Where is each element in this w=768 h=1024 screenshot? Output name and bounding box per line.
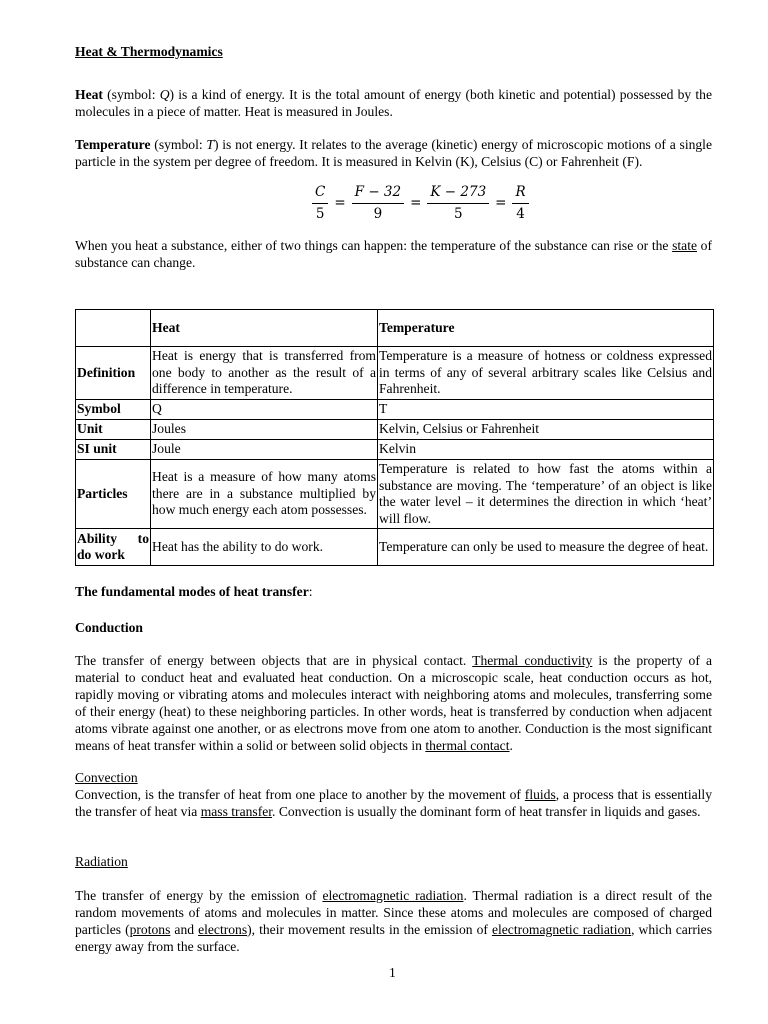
table-row: [76, 420, 714, 440]
radiation-text: and: [170, 922, 199, 937]
table-header-heat: Heat: [151, 310, 378, 347]
temperature-cell: T: [378, 400, 714, 420]
conduction-text: The transfer of energy between objects that are in physical contact.: [75, 653, 473, 668]
table-header-cell: [76, 310, 151, 347]
table-row: [76, 529, 714, 566]
table-header-row: [76, 310, 714, 347]
heat-effect-text-end: of substance can change.: [75, 238, 712, 270]
temperature-cell: Temperature is related to how fast the atoms within a substance are moving. The ‘temperature’ of an object is like the water level – it determines the direction in which ‘heat’ will flow.: [378, 460, 714, 529]
heading-colon: :: [308, 584, 313, 599]
radiation-paragraph: [75, 887, 712, 955]
heat-definition-paragraph: [75, 86, 712, 120]
row-label: Symbol: [76, 400, 151, 420]
heat-cell: Heat has the ability to do work.: [151, 529, 378, 566]
fraction-fahrenheit: [352, 184, 404, 223]
fraction-fahrenheit-numerator: F − 32: [354, 184, 402, 200]
state-link[interactable]: state: [672, 238, 698, 253]
heat-cell: Joules: [151, 420, 378, 440]
temperature-cell: Temperature can only be used to measure the degree of heat.: [378, 529, 714, 566]
fraction-kelvin-denominator: 5: [454, 206, 463, 222]
heat-cell: Heat is energy that is transferred from one body to another as the result of a difference in temperature.: [151, 347, 378, 400]
fluids-link[interactable]: fluids: [524, 787, 556, 802]
heat-effect-text: When you heat a substance, either of two things can happen: the temperature of the substance can rise or the: [75, 238, 673, 253]
temperature-cell: Kelvin, Celsius or Fahrenheit: [378, 420, 714, 440]
temperature-definition-text: ) is not energy. It relates to the average (kinetic) energy of microscopic motions of a single particle in the system per degree of freedom. It is measured in Kelvin (K), Celsius (C) or Fahrenheit (F).: [75, 137, 712, 169]
fraction-celsius-denominator: 5: [315, 206, 325, 222]
table-row: [76, 460, 714, 529]
conduction-paragraph: [75, 652, 712, 754]
equals-sign: =: [334, 195, 346, 211]
heat-definition-text: ) is a kind of energy. It is the total amount of energy (both kinetic and potential) possessed by the molecules in a piece of matter. Heat is measured in Joules.: [75, 87, 712, 119]
row-label: Particles: [76, 460, 151, 529]
fraction-fahrenheit-denominator: 9: [373, 206, 383, 222]
table-header-temperature: Temperature: [378, 310, 714, 347]
table-row: [76, 347, 714, 400]
row-label: SI unit: [76, 440, 151, 460]
radiation-text: The transfer of energy by the emission of: [75, 888, 323, 903]
fraction-celsius: [312, 184, 328, 223]
heat-symbol-open: (symbol:: [102, 87, 160, 102]
heat-cell: Heat is a measure of how many atoms there are in a substance multiplied by how much energy each atom possesses.: [151, 460, 378, 529]
convection-text-end: . Convection is usually the dominant form of heat transfer in liquids and gases.: [272, 804, 701, 819]
radiation-text: . Thermal radiation is a direct result of the random movements of atoms and molecules in matter. Since these atoms and molecules are composed of charged particles (: [75, 888, 712, 937]
electromagnetic-radiation-link-2[interactable]: electromagnetic radiation: [491, 922, 632, 937]
table-row: [76, 400, 714, 420]
convection-heading: [75, 769, 712, 786]
temperature-cell: Kelvin: [378, 440, 714, 460]
electromagnetic-radiation-link[interactable]: electromagnetic radiation: [322, 888, 464, 903]
heat-vs-temperature-table: [75, 309, 714, 566]
mass-transfer-link[interactable]: mass transfer: [200, 804, 273, 819]
convection-text: Convection, is the transfer of heat from one place to another by the movement of: [75, 787, 525, 802]
convection-heading-text: Convection: [75, 770, 138, 785]
temperature-conversion-formula: [310, 184, 531, 223]
fraction-kelvin-numerator: K − 273: [430, 184, 487, 200]
fraction-rankine-denominator: 4: [516, 206, 525, 222]
convection-text: , a process that is essentially the transfer of heat via: [75, 787, 712, 819]
radiation-text: ), their movement results in the emission of: [247, 922, 492, 937]
conduction-heading-text: Conduction: [75, 620, 143, 635]
temperature-symbol: T: [206, 137, 214, 152]
heat-term: Heat: [75, 87, 103, 102]
convection-paragraph: [75, 786, 712, 820]
row-label: Unit: [76, 420, 151, 440]
fraction-kelvin: [427, 184, 489, 223]
heat-transfer-modes-heading: [75, 583, 712, 600]
heat-symbol: Q: [159, 87, 170, 102]
conduction-heading: [75, 619, 712, 636]
temperature-symbol-open: (symbol:: [150, 137, 207, 152]
temperature-term: Temperature: [75, 137, 151, 152]
heat-effect-paragraph: [75, 237, 712, 271]
radiation-text-end: , which carries energy away from the surface.: [75, 922, 712, 954]
thermal-conductivity-link[interactable]: Thermal conductivity: [472, 653, 593, 668]
temperature-definition-paragraph: [75, 136, 712, 170]
electrons-link[interactable]: electrons: [198, 922, 248, 937]
heat-cell: Q: [151, 400, 378, 420]
page-title: Heat & Thermodynamics: [75, 44, 223, 59]
heat-cell: Joule: [151, 440, 378, 460]
fraction-celsius-numerator: C: [315, 184, 326, 200]
radiation-heading: [75, 853, 712, 870]
equals-sign: =: [410, 195, 422, 211]
row-label: Definition: [76, 347, 151, 400]
thermal-contact-link[interactable]: thermal contact: [425, 738, 510, 753]
conduction-text: is the property of a material to conduct heat and evaluated heat conduction. On a microscopic scale, heat conduction occurs as hot, rapidly moving or vibrating atoms and molecules interact with neighboring atoms and molecules, transferring some of their energy (heat) to these neighboring particles. In other words, heat is transferred by conduction when adjacent atoms vibrate against one another, or as electrons move from one atom to another. Conduction is the most significant means of heat transfer within a solid or between solid objects in: [75, 653, 713, 753]
radiation-heading-text: Radiation: [75, 854, 128, 869]
protons-link[interactable]: protons: [129, 922, 171, 937]
row-label: Ability to do work: [76, 529, 151, 566]
fraction-rankine-numerator: R: [515, 184, 526, 200]
temperature-cell: Temperature is a measure of hotness or coldness expressed in terms of any of several arbitrary scales like Celsius and Fahrenheit.: [378, 347, 714, 400]
heat-transfer-modes-heading-text: The fundamental modes of heat transfer: [75, 584, 309, 599]
table-row: [76, 440, 714, 460]
equals-sign: =: [495, 195, 507, 211]
fraction-rankine: [512, 184, 528, 223]
page-number: 1: [389, 965, 396, 980]
conduction-text-end: .: [509, 738, 513, 753]
